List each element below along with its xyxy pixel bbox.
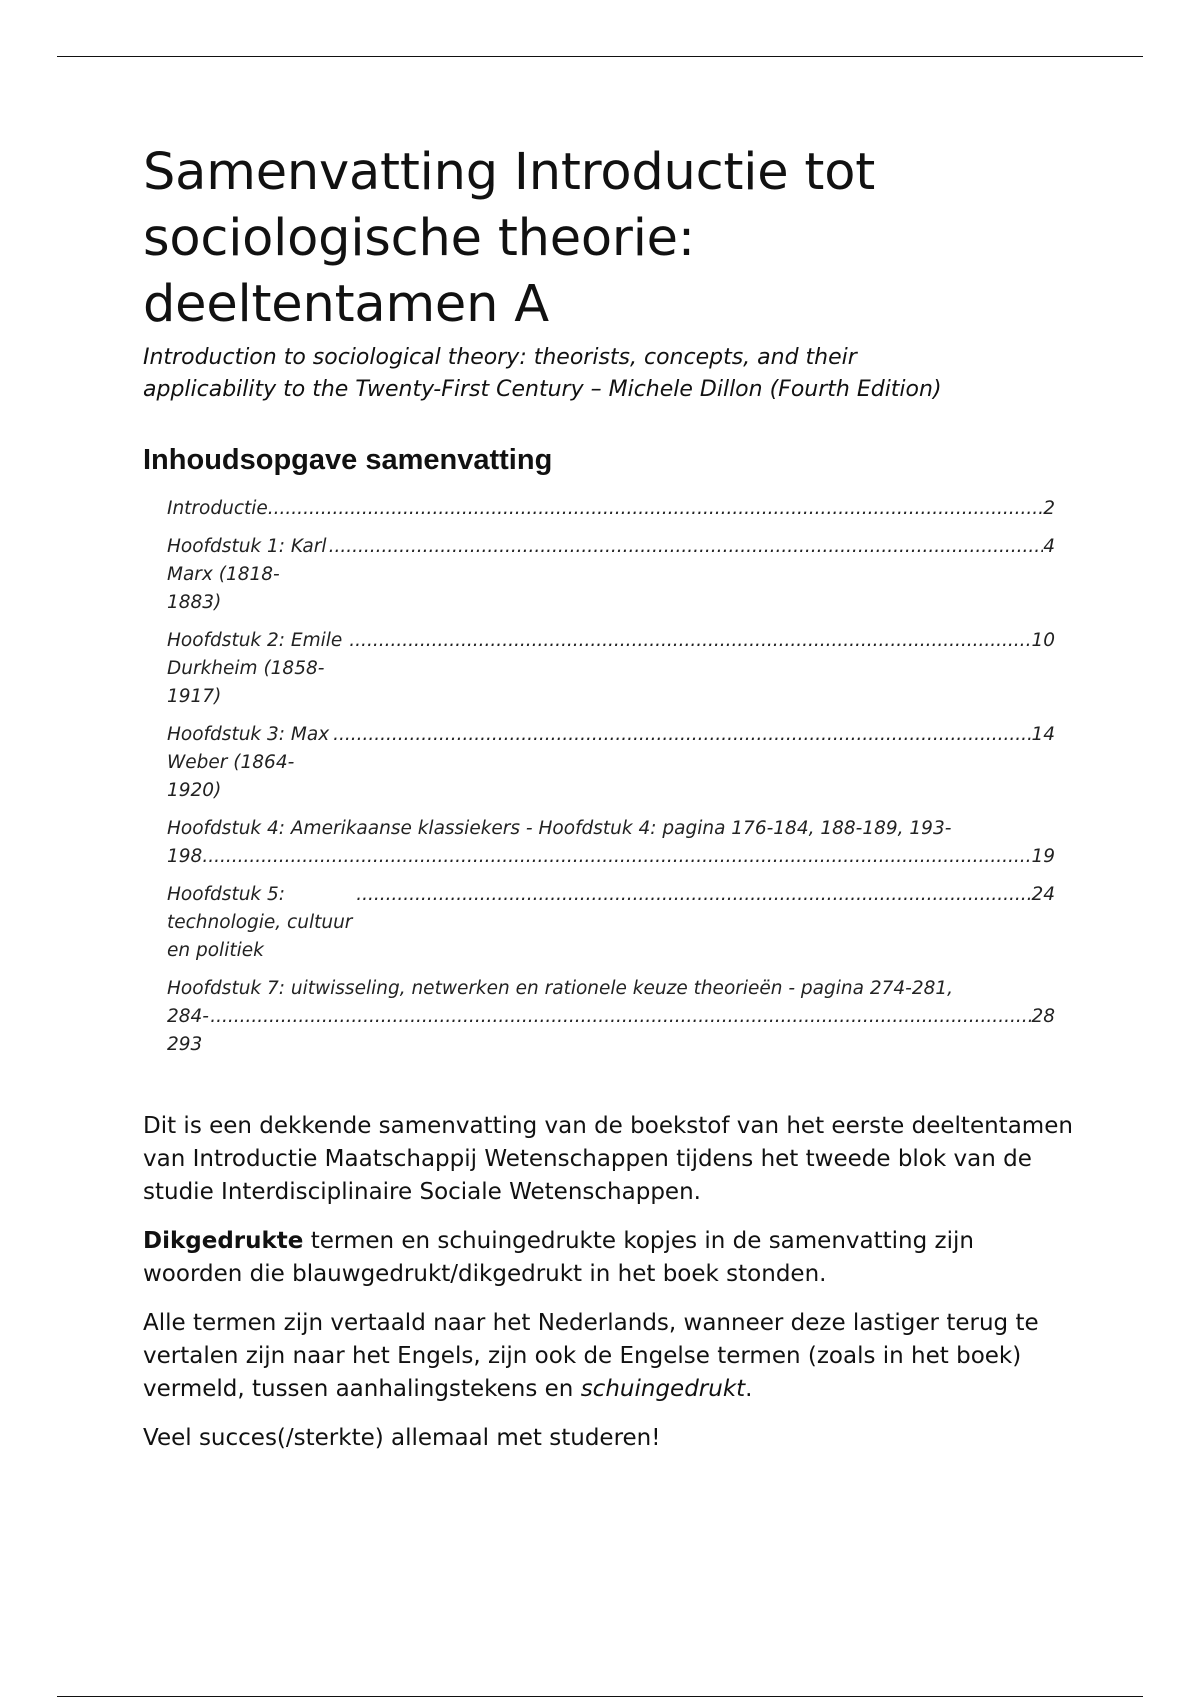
toc-entry-introductie[interactable] (167, 495, 1055, 523)
toc-entry-label: Introductie (167, 498, 268, 519)
toc-heading: Inhoudsopgave samenvatting (143, 444, 553, 476)
intro-paragraph (143, 1307, 1073, 1406)
title-line: deeltentamen A (143, 275, 549, 334)
toc-entry-page: 28 (1031, 1006, 1055, 1027)
toc-entry-page: 19 (1031, 846, 1055, 867)
toc-leader-dots (356, 881, 1031, 909)
italic-term: schuingedrukt (580, 1376, 746, 1402)
paragraph-text: . (745, 1376, 753, 1402)
toc-leader-dots (202, 843, 1031, 871)
toc-entry-hoofdstuk-7[interactable] (167, 975, 1055, 1059)
paragraph-text: Alle termen zijn vertaald naar het Nederlands, wanneer deze lastiger terug te vertalen zijn naar het Engels, zijn ook de Engelse termen (zoals in het boek) vermeld, tussen aanhalingstekens en (143, 1310, 1039, 1402)
toc-entry-hoofdstuk-4[interactable] (167, 815, 1055, 871)
toc-entry-hoofdstuk-2[interactable] (167, 627, 1055, 711)
intro-paragraph (143, 1225, 1073, 1291)
toc-entry-hoofdstuk-5[interactable] (167, 881, 1055, 965)
toc-entry-label: Hoofdstuk 5: technologie, cultuur en politiek (167, 884, 353, 961)
bold-term: Dikgedrukte (143, 1228, 304, 1254)
intro-paragraph: Dit is een dekkende samenvatting van de boekstof van het eerste deeltentamen van Introductie Maatschappij Wetenschappen tijdens het tweede blok van de studie Interdisciplinaire Sociale Wetenschappen. (143, 1113, 1073, 1205)
toc-entry-label: Hoofdstuk 4: Amerikaanse klassiekers - Hoofdstuk 4: pagina 176-184, 188-189, 193- (167, 818, 952, 839)
title-line: sociologische theorie: (143, 209, 695, 268)
toc-entry-hoofdstuk-3[interactable] (167, 721, 1055, 805)
toc-entry-page: 24 (1031, 884, 1055, 905)
header-rule (57, 56, 1143, 57)
toc-entry-label: Hoofdstuk 1: Karl Marx (1818-1883) (167, 536, 327, 613)
footer-rule (57, 1696, 1143, 1697)
toc-entry-hoofdstuk-1[interactable] (167, 533, 1055, 617)
toc-leader-dots (268, 495, 1043, 523)
subtitle-line: applicability to the Twenty-First Century – Michele Dillon (Fourth Edition) (143, 377, 942, 402)
paragraph-text: termen en schuingedrukte kopjes in de samenvatting zijn woorden die blauwgedrukt/dikgedrukt in het boek stonden. (143, 1228, 974, 1287)
table-of-contents (167, 495, 1055, 1059)
toc-entry-label: Hoofdstuk 7: uitwisseling, netwerken en rationele keuze theorieën - pagina 274-281, (167, 978, 954, 999)
intro-paragraph: Veel succes(/sterkte) allemaal met studeren! (143, 1425, 661, 1451)
toc-entry-page: 2 (1043, 498, 1055, 519)
title-line: Samenvatting Introductie tot (143, 143, 876, 202)
toc-entry-label-continued: 284-293 (167, 1006, 209, 1055)
toc-entry-label: Hoofdstuk 2: Emile Durkheim (1858-1917) (167, 630, 343, 707)
toc-entry-page: 10 (1031, 630, 1055, 651)
toc-leader-dots (210, 1003, 1031, 1031)
document-title (143, 140, 1063, 338)
subtitle-line: Introduction to sociological theory: theorists, concepts, and their (143, 345, 857, 370)
toc-leader-dots (349, 627, 1031, 655)
toc-entry-label: Hoofdstuk 3: Max Weber (1864-1920) (167, 724, 330, 801)
toc-entry-label-continued: 198 (167, 846, 203, 867)
document-subtitle (143, 342, 1043, 406)
toc-leader-dots (329, 533, 1044, 561)
toc-entry-page: 14 (1031, 724, 1055, 745)
intro-section (143, 1110, 1073, 1471)
toc-leader-dots (333, 721, 1031, 749)
document-body (143, 140, 1063, 1069)
toc-entry-page: 4 (1043, 536, 1055, 557)
